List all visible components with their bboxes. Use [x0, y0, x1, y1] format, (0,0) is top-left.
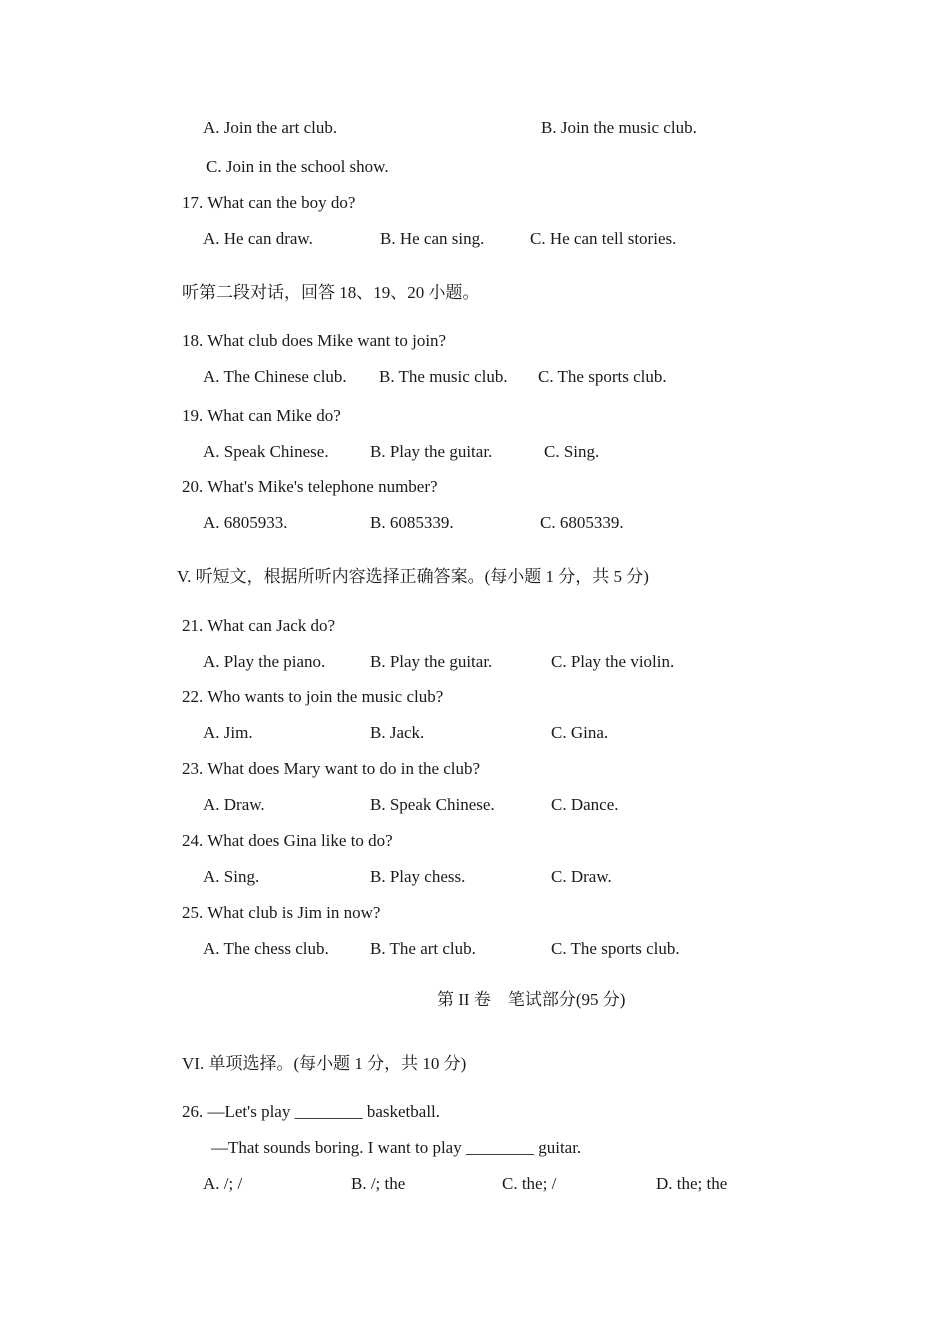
option-18c: C. The sports club.: [538, 367, 667, 386]
option-22a: A. Jim.: [203, 723, 253, 742]
option-26d: D. the; the: [656, 1174, 728, 1193]
option-24c: C. Draw.: [551, 867, 612, 886]
option-17b: B. He can sing.: [380, 229, 485, 248]
option-21c: C. Play the violin.: [551, 652, 675, 671]
option-19a: A. Speak Chinese.: [203, 442, 329, 461]
option-26c: C. the; /: [502, 1174, 557, 1193]
option-23b: B. Speak Chinese.: [370, 795, 495, 814]
option-20a: A. 6805933.: [203, 513, 288, 532]
option-18a: A. The Chinese club.: [203, 367, 347, 386]
question-23: 23. What does Mary want to do in the club?: [182, 759, 481, 778]
option-23c: C. Dance.: [551, 795, 619, 814]
option-22c: C. Gina.: [551, 723, 609, 742]
option-26b: B. /; the: [351, 1174, 406, 1193]
option-17c: C. He can tell stories.: [530, 229, 677, 248]
question-24: 24. What does Gina like to do?: [182, 831, 393, 850]
option-22b: B. Jack.: [370, 723, 425, 742]
option-24b: B. Play chess.: [370, 867, 466, 886]
option-25c: C. The sports club.: [551, 939, 680, 958]
question-26-line1: 26. —Let's play ________ basketball.: [182, 1102, 441, 1121]
question-19: 19. What can Mike do?: [182, 406, 341, 425]
option-19b: B. Play the guitar.: [370, 442, 493, 461]
option-26a: A. /; /: [203, 1174, 243, 1193]
part-2-heading: 第 II 卷 笔试部分(95 分): [437, 990, 626, 1009]
option-23a: A. Draw.: [203, 795, 265, 814]
option-16a: A. Join the art club.: [203, 118, 338, 137]
option-20b: B. 6085339.: [370, 513, 454, 532]
option-19c: C. Sing.: [544, 442, 600, 461]
dialog2-heading: 听第二段对话，回答 18、19、20 小题。: [182, 283, 480, 302]
question-26-line2: —That sounds boring. I want to play ________ guitar.: [211, 1138, 582, 1157]
section-5-heading: V. 听短文，根据所听内容选择正确答案。(每小题 1 分，共 5 分): [177, 567, 649, 586]
question-25: 25. What club is Jim in now?: [182, 903, 381, 922]
option-18b: B. The music club.: [379, 367, 508, 386]
option-16c: C. Join in the school show.: [206, 157, 389, 176]
section-6-heading: VI. 单项选择。(每小题 1 分，共 10 分): [182, 1054, 467, 1073]
option-21b: B. Play the guitar.: [370, 652, 493, 671]
option-24a: A. Sing.: [203, 867, 260, 886]
option-16b: B. Join the music club.: [541, 118, 697, 137]
question-17: 17. What can the boy do?: [182, 193, 356, 212]
option-25b: B. The art club.: [370, 939, 476, 958]
option-20c: C. 6805339.: [540, 513, 624, 532]
question-20: 20. What's Mike's telephone number?: [182, 477, 438, 496]
question-18: 18. What club does Mike want to join?: [182, 331, 447, 350]
option-25a: A. The chess club.: [203, 939, 329, 958]
option-17a: A. He can draw.: [203, 229, 313, 248]
option-21a: A. Play the piano.: [203, 652, 326, 671]
question-22: 22. Who wants to join the music club?: [182, 687, 444, 706]
question-21: 21. What can Jack do?: [182, 616, 336, 635]
